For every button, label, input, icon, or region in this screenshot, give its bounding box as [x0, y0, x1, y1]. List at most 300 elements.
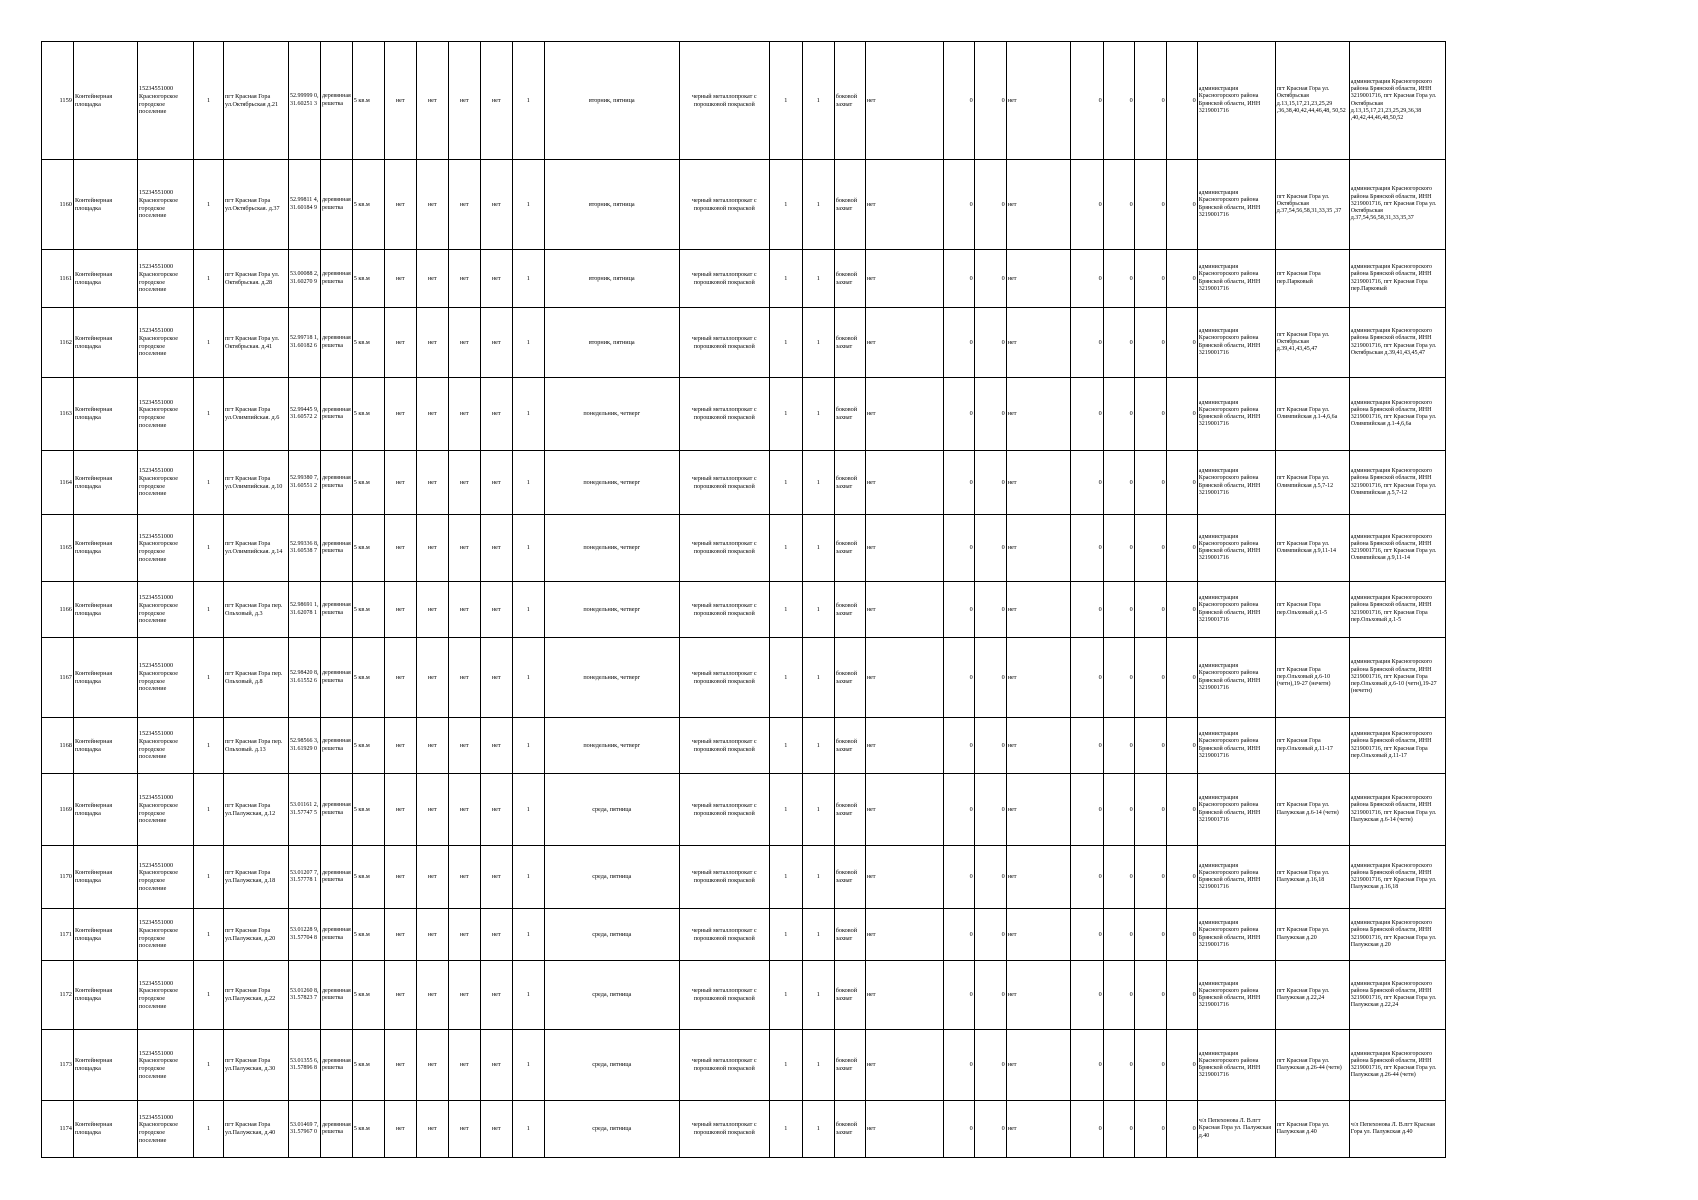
cell-cover-type: деревянная решетка	[321, 451, 353, 515]
cell-count: 1	[194, 1030, 224, 1101]
cell-separate-collection: нет	[1006, 582, 1070, 638]
cell-count: 1	[194, 718, 224, 774]
cell-sep-volume: 0	[1103, 846, 1134, 909]
cell-fence: нет	[384, 774, 416, 846]
cell-owner: администрация Красногорского района Брянской области, ИНН 3219001716	[1197, 378, 1275, 451]
cell-served-addresses: пгт Красная Гора ул. Октябрьская д.39,41,43,45,47	[1275, 308, 1349, 378]
cell-lighting: нет	[448, 718, 480, 774]
cell-container-count: 1	[512, 582, 544, 638]
cell-volume: 1	[769, 250, 802, 308]
cell-sep-qty: 0	[1070, 638, 1103, 718]
cell-container-count: 1	[512, 1101, 544, 1158]
cell-container-qty: 1	[802, 961, 834, 1030]
cell-bunker-volume: 0	[974, 1030, 1006, 1101]
cell-fence: нет	[384, 1030, 416, 1101]
cell-collection-days: понедельник, четверг	[544, 638, 679, 718]
cell-container-material: черный металлопрокат с порошковой покраской	[679, 1030, 769, 1101]
cell-area: 5 кв.м	[352, 718, 384, 774]
cell-collection-days: среда, пятница	[544, 846, 679, 909]
cell-bunker: нет	[865, 774, 943, 846]
cell-area: 5 кв.м	[352, 909, 384, 961]
cell-separate-collection: нет	[1006, 846, 1070, 909]
cell-canopy: нет	[416, 515, 448, 582]
cell-grip-type: боковой захват	[834, 308, 865, 378]
cell-grip-type: боковой захват	[834, 909, 865, 961]
cell-bunker-qty: 0	[943, 846, 974, 909]
cell-container-qty: 1	[802, 909, 834, 961]
cell-fence: нет	[384, 718, 416, 774]
cell-owner: администрация Красногорского района Брянской области, ИНН 3219001716	[1197, 451, 1275, 515]
cell-sep-qty: 0	[1070, 250, 1103, 308]
cell-volume: 1	[769, 160, 802, 250]
cell-sep-qty: 0	[1070, 846, 1103, 909]
cell-kgm-qty: 0	[1134, 582, 1166, 638]
cell-bunker-qty: 0	[943, 1101, 974, 1158]
table-row	[42, 582, 1446, 638]
cell-bunker-qty: 0	[943, 582, 974, 638]
cell-bunker-qty: 0	[943, 515, 974, 582]
cell-fence: нет	[384, 42, 416, 160]
cell-container-count: 1	[512, 718, 544, 774]
cell-waste-sources: администрация Красногорского района Брянской области, ИНН 3219001716, пгт Красная Гора ул. Палужская д.26-44 (четн)	[1349, 1030, 1445, 1101]
cell-settlement: 15234551000 Красногорское городское поселение	[138, 846, 194, 909]
cell-row-number: 1169	[42, 774, 74, 846]
cell-container-count: 1	[512, 250, 544, 308]
cell-served-addresses: пгт Красная Гора пер.Ольховый д.1-5	[1275, 582, 1349, 638]
cell-kgm-qty: 0	[1134, 378, 1166, 451]
cell-container-qty: 1	[802, 638, 834, 718]
cell-container-material: черный металлопрокат с порошковой покраской	[679, 42, 769, 160]
cell-kgm-qty: 0	[1134, 250, 1166, 308]
cell-object-type: Контейнерная площадка	[74, 515, 138, 582]
cell-separate-collection: нет	[1006, 451, 1070, 515]
cell-bunker-qty: 0	[943, 378, 974, 451]
cell-owner: администрация Красногорского района Брянской области, ИНН 3219001716	[1197, 718, 1275, 774]
cell-sep-qty: 0	[1070, 308, 1103, 378]
cell-settlement: 15234551000 Красногорское городское поселение	[138, 1101, 194, 1158]
cell-waste-sources: администрация Красногорского района Брянской области, ИНН 3219001716, пгт Красная Гора ул. Октябрьская д.13,15,17,21,23,25,29,36,38 ,40,42,44,46,48,50,52	[1349, 42, 1445, 160]
cell-kgm-volume: 0	[1166, 846, 1197, 909]
cell-area: 5 кв.м	[352, 582, 384, 638]
cell-sign: нет	[480, 42, 512, 160]
cell-served-addresses: пгт Красная Гора ул. Олимпийская д.1-4,6,6а	[1275, 378, 1349, 451]
table-row	[42, 774, 1446, 846]
cell-bunker: нет	[865, 451, 943, 515]
cell-canopy: нет	[416, 160, 448, 250]
cell-collection-days: вторник, пятница	[544, 160, 679, 250]
cell-kgm-qty: 0	[1134, 1030, 1166, 1101]
cell-volume: 1	[769, 515, 802, 582]
cell-settlement: 15234551000 Красногорское городское поселение	[138, 42, 194, 160]
cell-bunker-qty: 0	[943, 961, 974, 1030]
cell-bunker-volume: 0	[974, 961, 1006, 1030]
cell-owner: администрация Красногорского района Брянской области, ИНН 3219001716	[1197, 582, 1275, 638]
cell-served-addresses: пгт Красная Гора пер.Ольховый д.11-17	[1275, 718, 1349, 774]
cell-lighting: нет	[448, 909, 480, 961]
cell-served-addresses: пгт Красная Гора пер.Ольховый д.6-10 (четн),19-27 (нечетн)	[1275, 638, 1349, 718]
cell-coordinates: 53.01228 9, 31.57704 8	[289, 909, 321, 961]
cell-owner: администрация Красногорского района Брянской области, ИНН 3219001716	[1197, 160, 1275, 250]
cell-fence: нет	[384, 638, 416, 718]
cell-sep-qty: 0	[1070, 909, 1103, 961]
cell-coordinates: 52.98566 3, 31.61929 0	[289, 718, 321, 774]
cell-sep-qty: 0	[1070, 718, 1103, 774]
cell-settlement: 15234551000 Красногорское городское поселение	[138, 718, 194, 774]
cell-served-addresses: пгт Красная Гора ул. Палужская д.20	[1275, 909, 1349, 961]
cell-container-count: 1	[512, 378, 544, 451]
cell-coordinates: 52.99811 4, 31.60184 9	[289, 160, 321, 250]
cell-bunker-qty: 0	[943, 1030, 974, 1101]
cell-kgm-volume: 0	[1166, 160, 1197, 250]
cell-waste-sources: администрация Красногорского района Брянской области, ИНН 3219001716, пгт Красная Гора пер.Ольховый д.11-17	[1349, 718, 1445, 774]
cell-grip-type: боковой захват	[834, 638, 865, 718]
cell-sep-qty: 0	[1070, 582, 1103, 638]
cell-cover-type: деревянная решетка	[321, 961, 353, 1030]
cell-collection-days: среда, пятница	[544, 774, 679, 846]
cell-settlement: 15234551000 Красногорское городское поселение	[138, 451, 194, 515]
cell-coordinates: 53.00088 2, 31.60270 9	[289, 250, 321, 308]
cell-settlement: 15234551000 Красногорское городское поселение	[138, 909, 194, 961]
cell-row-number: 1172	[42, 961, 74, 1030]
cell-sep-qty: 0	[1070, 451, 1103, 515]
cell-grip-type: боковой захват	[834, 774, 865, 846]
cell-bunker-volume: 0	[974, 160, 1006, 250]
cell-kgm-volume: 0	[1166, 1030, 1197, 1101]
cell-address: пгт Красная Гора ул.Октябрьская. д.37	[224, 160, 289, 250]
registry-sheet	[41, 41, 1446, 1158]
cell-served-addresses: пгт Красная Гора ул. Палужская д.6-14 (четн)	[1275, 774, 1349, 846]
cell-kgm-qty: 0	[1134, 638, 1166, 718]
cell-sep-volume: 0	[1103, 909, 1134, 961]
cell-area: 5 кв.м	[352, 250, 384, 308]
cell-coordinates: 53.01161 2, 31.57747 5	[289, 774, 321, 846]
cell-bunker-qty: 0	[943, 638, 974, 718]
cell-sep-qty: 0	[1070, 515, 1103, 582]
cell-row-number: 1168	[42, 718, 74, 774]
cell-collection-days: понедельник, четверг	[544, 451, 679, 515]
cell-canopy: нет	[416, 42, 448, 160]
cell-grip-type: боковой захват	[834, 515, 865, 582]
cell-area: 5 кв.м	[352, 638, 384, 718]
cell-bunker: нет	[865, 846, 943, 909]
cell-grip-type: боковой захват	[834, 1101, 865, 1158]
cell-lighting: нет	[448, 1101, 480, 1158]
cell-served-addresses: пгт Красная Гора ул. Палужская д.26-44 (четн)	[1275, 1030, 1349, 1101]
cell-canopy: нет	[416, 308, 448, 378]
cell-bunker-volume: 0	[974, 846, 1006, 909]
cell-kgm-qty: 0	[1134, 42, 1166, 160]
cell-bunker-volume: 0	[974, 582, 1006, 638]
cell-settlement: 15234551000 Красногорское городское поселение	[138, 1030, 194, 1101]
cell-bunker: нет	[865, 961, 943, 1030]
cell-separate-collection: нет	[1006, 160, 1070, 250]
cell-fence: нет	[384, 308, 416, 378]
cell-sep-volume: 0	[1103, 1101, 1134, 1158]
table-row	[42, 718, 1446, 774]
cell-object-type: Контейнерная площадка	[74, 774, 138, 846]
cell-bunker-qty: 0	[943, 250, 974, 308]
cell-separate-collection: нет	[1006, 909, 1070, 961]
cell-separate-collection: нет	[1006, 774, 1070, 846]
cell-volume: 1	[769, 1030, 802, 1101]
cell-container-qty: 1	[802, 308, 834, 378]
cell-container-count: 1	[512, 846, 544, 909]
cell-waste-sources: администрация Красногорского района Брянской области, ИНН 3219001716, пгт Красная Гора ул. Олимпийская д.9,11-14	[1349, 515, 1445, 582]
cell-fence: нет	[384, 1101, 416, 1158]
cell-bunker-qty: 0	[943, 42, 974, 160]
cell-cover-type: деревянная решетка	[321, 582, 353, 638]
cell-canopy: нет	[416, 378, 448, 451]
cell-container-count: 1	[512, 909, 544, 961]
cell-area: 5 кв.м	[352, 1101, 384, 1158]
cell-count: 1	[194, 160, 224, 250]
table-row	[42, 42, 1446, 160]
cell-canopy: нет	[416, 846, 448, 909]
cell-volume: 1	[769, 378, 802, 451]
cell-sign: нет	[480, 515, 512, 582]
cell-bunker: нет	[865, 250, 943, 308]
cell-canopy: нет	[416, 451, 448, 515]
cell-kgm-qty: 0	[1134, 451, 1166, 515]
cell-cover-type: деревянная решетка	[321, 846, 353, 909]
cell-sep-qty: 0	[1070, 378, 1103, 451]
cell-fence: нет	[384, 378, 416, 451]
cell-separate-collection: нет	[1006, 718, 1070, 774]
cell-area: 5 кв.м	[352, 378, 384, 451]
cell-row-number: 1159	[42, 42, 74, 160]
cell-sep-volume: 0	[1103, 250, 1134, 308]
cell-cover-type: деревянная решетка	[321, 308, 353, 378]
cell-sign: нет	[480, 451, 512, 515]
cell-canopy: нет	[416, 909, 448, 961]
cell-area: 5 кв.м	[352, 42, 384, 160]
cell-waste-sources: администрация Красногорского района Брянской области, ИНН 3219001716, пгт Красная Гора пер.Ольховый д.1-5	[1349, 582, 1445, 638]
cell-owner: администрация Красногорского района Брянской области, ИНН 3219001716	[1197, 1030, 1275, 1101]
cell-volume: 1	[769, 1101, 802, 1158]
cell-sign: нет	[480, 718, 512, 774]
cell-kgm-volume: 0	[1166, 1101, 1197, 1158]
cell-bunker: нет	[865, 160, 943, 250]
cell-grip-type: боковой захват	[834, 378, 865, 451]
cell-object-type: Контейнерная площадка	[74, 638, 138, 718]
cell-grip-type: боковой захват	[834, 846, 865, 909]
cell-collection-days: среда, пятница	[544, 1101, 679, 1158]
cell-volume: 1	[769, 638, 802, 718]
cell-settlement: 15234551000 Красногорское городское поселение	[138, 378, 194, 451]
cell-container-qty: 1	[802, 1101, 834, 1158]
cell-canopy: нет	[416, 718, 448, 774]
cell-cover-type: деревянная решетка	[321, 774, 353, 846]
cell-settlement: 15234551000 Красногорское городское поселение	[138, 961, 194, 1030]
cell-address: пгт Красная Гора пер. Ольховый. д.13	[224, 718, 289, 774]
cell-row-number: 1161	[42, 250, 74, 308]
cell-bunker: нет	[865, 1101, 943, 1158]
cell-coordinates: 52.99380 7, 31.60551 2	[289, 451, 321, 515]
table-row	[42, 308, 1446, 378]
cell-owner: ч/л Пепехонова Л. В.пгт Красная Гора ул. Палужская д.40	[1197, 1101, 1275, 1158]
cell-container-count: 1	[512, 774, 544, 846]
cell-container-qty: 1	[802, 582, 834, 638]
cell-coordinates: 52.99336 8, 31.60538 7	[289, 515, 321, 582]
cell-canopy: нет	[416, 774, 448, 846]
cell-lighting: нет	[448, 846, 480, 909]
cell-bunker: нет	[865, 638, 943, 718]
cell-settlement: 15234551000 Красногорское городское поселение	[138, 160, 194, 250]
cell-bunker-volume: 0	[974, 378, 1006, 451]
cell-lighting: нет	[448, 378, 480, 451]
cell-settlement: 15234551000 Красногорское городское поселение	[138, 582, 194, 638]
cell-kgm-qty: 0	[1134, 961, 1166, 1030]
cell-object-type: Контейнерная площадка	[74, 1101, 138, 1158]
cell-lighting: нет	[448, 774, 480, 846]
cell-object-type: Контейнерная площадка	[74, 160, 138, 250]
cell-count: 1	[194, 451, 224, 515]
cell-sign: нет	[480, 308, 512, 378]
cell-coordinates: 53.01260 8, 31.57823 7	[289, 961, 321, 1030]
cell-bunker: нет	[865, 378, 943, 451]
cell-sep-volume: 0	[1103, 961, 1134, 1030]
table-row	[42, 250, 1446, 308]
cell-container-count: 1	[512, 515, 544, 582]
cell-cover-type: деревянная решетка	[321, 909, 353, 961]
cell-row-number: 1164	[42, 451, 74, 515]
cell-collection-days: вторник, пятница	[544, 308, 679, 378]
cell-cover-type: деревянная решетка	[321, 515, 353, 582]
cell-coordinates: 52.99445 9, 31.60572 2	[289, 378, 321, 451]
cell-container-count: 1	[512, 638, 544, 718]
cell-kgm-qty: 0	[1134, 308, 1166, 378]
cell-cover-type: деревянная решетка	[321, 160, 353, 250]
cell-bunker: нет	[865, 909, 943, 961]
cell-lighting: нет	[448, 308, 480, 378]
cell-volume: 1	[769, 718, 802, 774]
cell-kgm-qty: 0	[1134, 774, 1166, 846]
cell-collection-days: вторник, пятница	[544, 42, 679, 160]
cell-collection-days: среда, пятница	[544, 961, 679, 1030]
cell-kgm-volume: 0	[1166, 42, 1197, 160]
cell-canopy: нет	[416, 1101, 448, 1158]
cell-container-qty: 1	[802, 42, 834, 160]
cell-separate-collection: нет	[1006, 1101, 1070, 1158]
cell-container-material: черный металлопрокат с порошковой покраской	[679, 451, 769, 515]
cell-container-material: черный металлопрокат с порошковой покраской	[679, 378, 769, 451]
cell-volume: 1	[769, 961, 802, 1030]
cell-cover-type: деревянная решетка	[321, 1030, 353, 1101]
cell-collection-days: среда, пятница	[544, 909, 679, 961]
cell-served-addresses: пгт Красная Гора ул. Палужская д.22,24	[1275, 961, 1349, 1030]
cell-row-number: 1165	[42, 515, 74, 582]
cell-container-qty: 1	[802, 1030, 834, 1101]
cell-count: 1	[194, 774, 224, 846]
cell-canopy: нет	[416, 638, 448, 718]
cell-kgm-volume: 0	[1166, 378, 1197, 451]
cell-object-type: Контейнерная площадка	[74, 582, 138, 638]
cell-count: 1	[194, 582, 224, 638]
cell-container-qty: 1	[802, 378, 834, 451]
cell-container-material: черный металлопрокат с порошковой покраской	[679, 160, 769, 250]
cell-address: пгт Красная Гора ул.Палужская, д.20	[224, 909, 289, 961]
cell-row-number: 1166	[42, 582, 74, 638]
cell-address: пгт Красная Гора ул. Октябрьская. д.41	[224, 308, 289, 378]
table-row	[42, 160, 1446, 250]
cell-bunker: нет	[865, 582, 943, 638]
cell-settlement: 15234551000 Красногорское городское поселение	[138, 515, 194, 582]
cell-bunker: нет	[865, 718, 943, 774]
cell-object-type: Контейнерная площадка	[74, 846, 138, 909]
cell-object-type: Контейнерная площадка	[74, 308, 138, 378]
cell-sign: нет	[480, 846, 512, 909]
cell-lighting: нет	[448, 250, 480, 308]
cell-sign: нет	[480, 961, 512, 1030]
cell-fence: нет	[384, 160, 416, 250]
cell-coordinates: 53.01207 7, 31.57778 1	[289, 846, 321, 909]
cell-address: пгт Красная Гора ул.Олимпийская. д.6	[224, 378, 289, 451]
cell-coordinates: 52.99999 0, 31.60251 3	[289, 42, 321, 160]
cell-lighting: нет	[448, 961, 480, 1030]
cell-collection-days: понедельник, четверг	[544, 718, 679, 774]
cell-container-qty: 1	[802, 846, 834, 909]
cell-kgm-volume: 0	[1166, 451, 1197, 515]
cell-kgm-qty: 0	[1134, 1101, 1166, 1158]
cell-sep-volume: 0	[1103, 451, 1134, 515]
cell-fence: нет	[384, 846, 416, 909]
cell-waste-sources: администрация Красногорского района Брянской области, ИНН 3219001716, пгт Красная Гора ул. Олимпийская д.1-4,6,6а	[1349, 378, 1445, 451]
cell-bunker-qty: 0	[943, 909, 974, 961]
cell-owner: администрация Красногорского района Брянской области, ИНН 3219001716	[1197, 250, 1275, 308]
cell-sep-volume: 0	[1103, 42, 1134, 160]
cell-lighting: нет	[448, 638, 480, 718]
cell-bunker: нет	[865, 1030, 943, 1101]
cell-fence: нет	[384, 909, 416, 961]
cell-area: 5 кв.м	[352, 515, 384, 582]
cell-kgm-volume: 0	[1166, 718, 1197, 774]
cell-fence: нет	[384, 250, 416, 308]
cell-bunker-volume: 0	[974, 1101, 1006, 1158]
cell-count: 1	[194, 250, 224, 308]
cell-cover-type: деревянная решетка	[321, 42, 353, 160]
table-row	[42, 378, 1446, 451]
cell-served-addresses: пгт Красная Гора ул. Октябрьская д.37,54,56,58,31,33,35 ,37	[1275, 160, 1349, 250]
cell-volume: 1	[769, 582, 802, 638]
cell-sep-qty: 0	[1070, 1030, 1103, 1101]
cell-container-material: черный металлопрокат с порошковой покраской	[679, 909, 769, 961]
cell-container-count: 1	[512, 1030, 544, 1101]
cell-container-qty: 1	[802, 451, 834, 515]
cell-sep-volume: 0	[1103, 515, 1134, 582]
cell-kgm-volume: 0	[1166, 515, 1197, 582]
cell-container-qty: 1	[802, 774, 834, 846]
cell-sign: нет	[480, 250, 512, 308]
cell-canopy: нет	[416, 250, 448, 308]
cell-bunker-volume: 0	[974, 308, 1006, 378]
cell-grip-type: боковой захват	[834, 718, 865, 774]
cell-sign: нет	[480, 582, 512, 638]
cell-cover-type: деревянная решетка	[321, 250, 353, 308]
cell-address: пгт Красная Гора ул.Палужская, д.12	[224, 774, 289, 846]
cell-address: пгт Красная Гора ул.Олимпийская. д.14	[224, 515, 289, 582]
cell-coordinates: 53.01469 7, 31.57967 0	[289, 1101, 321, 1158]
cell-count: 1	[194, 909, 224, 961]
cell-owner: администрация Красногорского района Брянской области, ИНН 3219001716	[1197, 961, 1275, 1030]
cell-sign: нет	[480, 160, 512, 250]
cell-cover-type: деревянная решетка	[321, 638, 353, 718]
cell-separate-collection: нет	[1006, 42, 1070, 160]
cell-kgm-volume: 0	[1166, 909, 1197, 961]
cell-fence: нет	[384, 451, 416, 515]
cell-area: 5 кв.м	[352, 308, 384, 378]
cell-container-material: черный металлопрокат с порошковой покраской	[679, 1101, 769, 1158]
cell-grip-type: боковой захват	[834, 250, 865, 308]
